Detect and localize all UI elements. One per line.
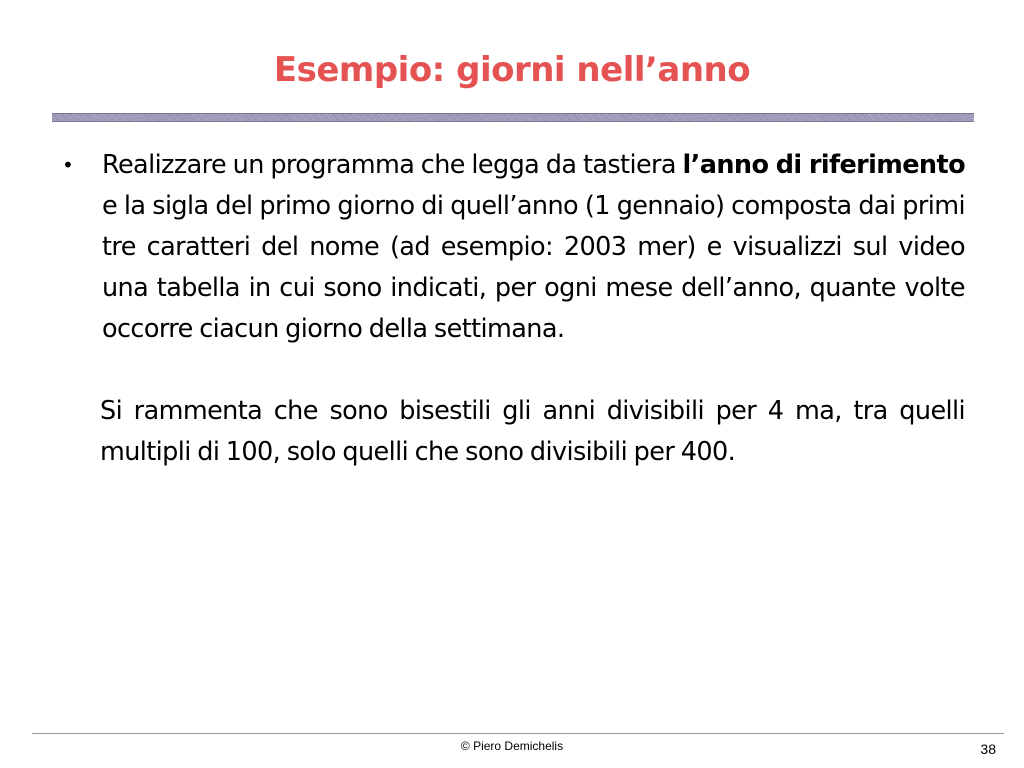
bullet-text	[102, 145, 965, 350]
footer-credit: © Piero Demichelis	[460, 739, 564, 753]
bullet-item	[60, 145, 965, 350]
bullet-text-bold: l’anno di riferimento	[682, 150, 965, 180]
bullet-text-start: Realizzare un programma che legga da tastiera	[102, 150, 683, 180]
bullet-icon: •	[62, 153, 74, 177]
slide-content	[60, 145, 965, 473]
slide-title: Esempio: giorni nell’anno	[273, 50, 751, 90]
footer-divider	[32, 733, 1004, 734]
bullet-text-end: e la sigla del primo giorno di quell’anno (1 gennaio) composta dai primi tre caratteri del nome (ad esempio: 2003 mer) e visualizzi sul video una tabella in cui sono indicati, per ogni mese dell’anno, quante volte occorre ciacun giorno della settimana.	[102, 191, 965, 344]
page-number: 38	[980, 741, 996, 757]
leap-year-note: Si rammenta che sono bisestili gli anni divisibili per 4 ma, tra quelli multipli di 100, solo quelli che sono divisibili per 400.	[100, 396, 965, 467]
title-divider	[52, 113, 974, 122]
